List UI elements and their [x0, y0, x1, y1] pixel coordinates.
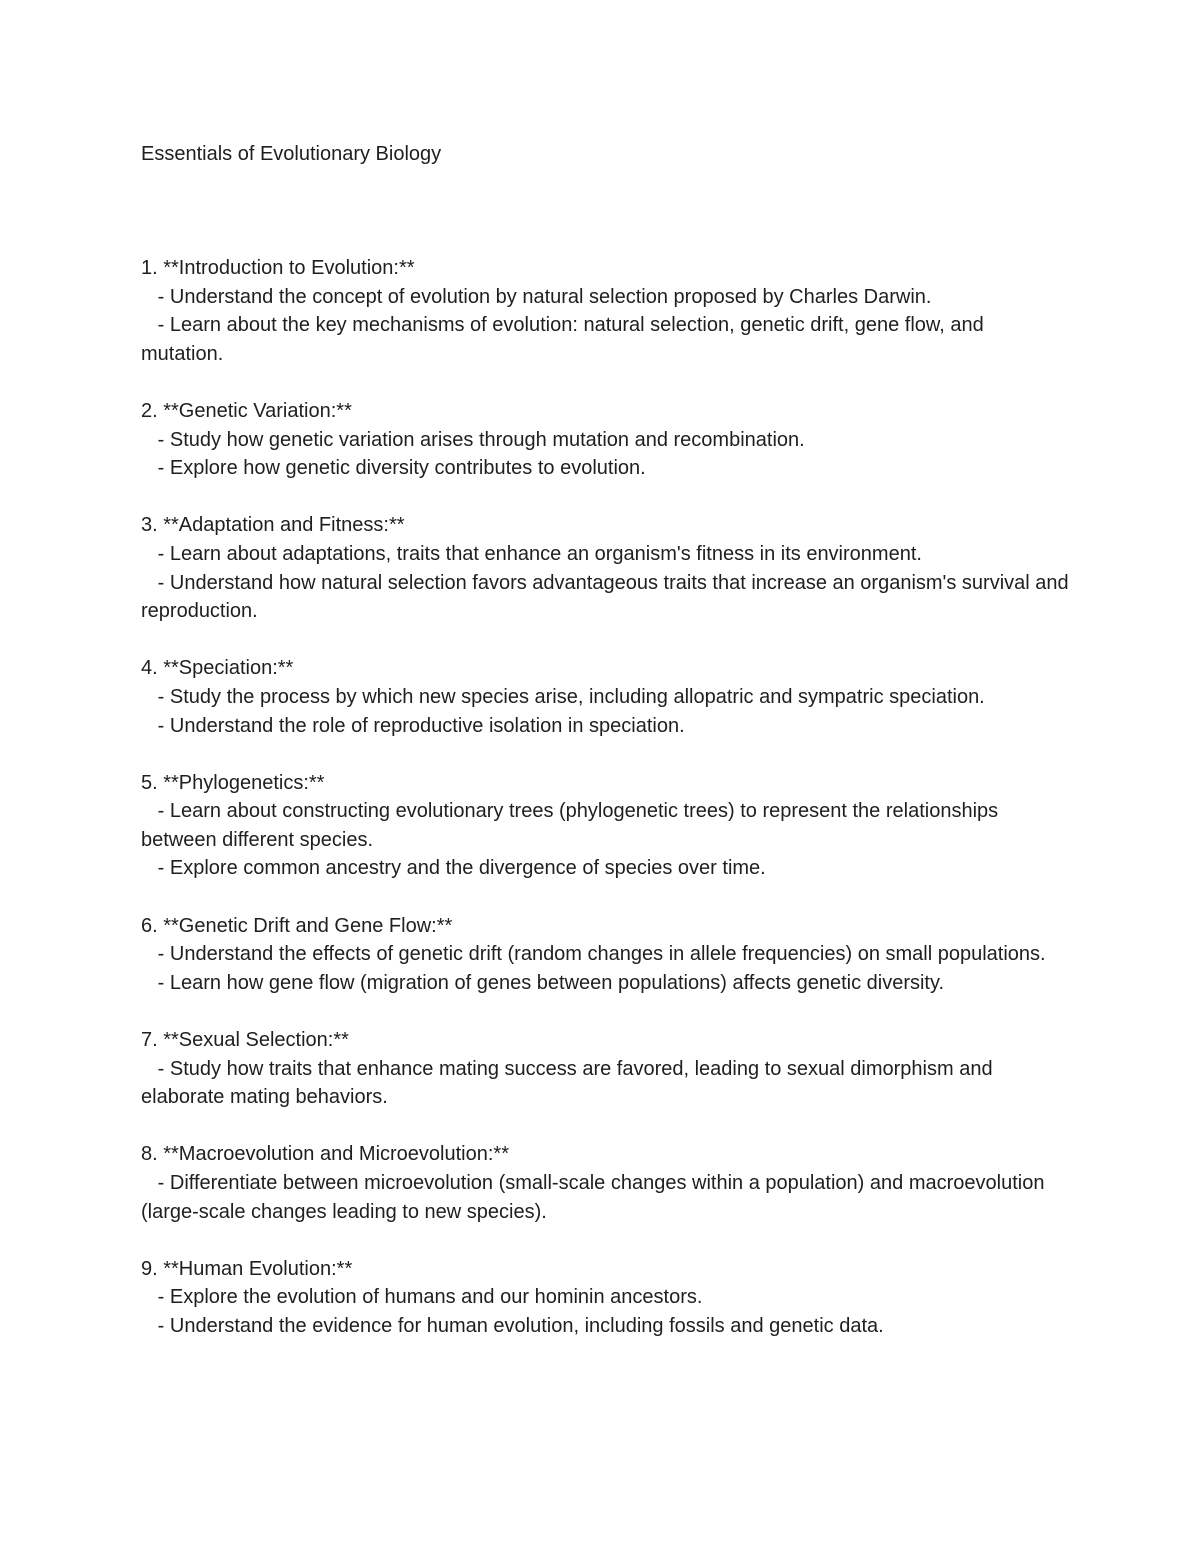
- section-heading: 7. **Sexual Selection:**: [141, 1029, 349, 1052]
- section-heading: 2. **Genetic Variation:**: [141, 399, 352, 422]
- section-macroevolution-and-microevolution: [141, 1140, 1071, 1226]
- bullet-item: - Differentiate between microevolution (small-scale changes within a population) and macroevolution (large-scale changes leading to new species).: [141, 1172, 1051, 1223]
- section-heading: 8. **Macroevolution and Microevolution:**: [141, 1143, 509, 1166]
- section-heading: 5. **Phylogenetics:**: [141, 771, 325, 794]
- section-sexual-selection: [141, 1026, 1071, 1112]
- bullet-item: - Understand the effects of genetic drift (random changes in allele frequencies) on small populations.: [141, 943, 1046, 966]
- bullet-item: - Study the process by which new species arise, including allopatric and sympatric speciation.: [141, 685, 985, 708]
- section-genetic-drift-and-gene-flow: [141, 912, 1071, 998]
- section-heading: 9. **Human Evolution:**: [141, 1257, 353, 1280]
- bullet-item: - Learn how gene flow (migration of genes between populations) affects genetic diversity.: [141, 971, 945, 994]
- bullet-item: - Understand how natural selection favors advantageous traits that increase an organism's survival and reproduction.: [141, 571, 1075, 623]
- section-phylogenetics: [141, 769, 1071, 883]
- bullet-item: - Understand the role of reproductive isolation in speciation.: [141, 714, 685, 737]
- section-heading: 6. **Genetic Drift and Gene Flow:**: [141, 914, 453, 937]
- bullet-item: - Learn about the key mechanisms of evolution: natural selection, genetic drift, gene flow, and mutation.: [141, 314, 990, 365]
- bullet-item: - Understand the evidence for human evolution, including fossils and genetic data.: [141, 1314, 884, 1337]
- section-list: [141, 254, 1075, 1369]
- section-human-evolution: [141, 1255, 1071, 1341]
- section-heading: 1. **Introduction to Evolution:**: [141, 257, 415, 279]
- bullet-item: - Explore the evolution of humans and our hominin ancestors.: [141, 1286, 703, 1309]
- bullet-item: - Learn about constructing evolutionary trees (phylogenetic trees) to represent the relationships between different species.: [141, 800, 1004, 851]
- section-speciation: [141, 654, 1071, 740]
- section-heading: 4. **Speciation:**: [141, 657, 294, 680]
- section-introduction-to-evolution: [141, 254, 1071, 368]
- section-adaptation-and-fitness: [141, 511, 1075, 625]
- document-title: Essentials of Evolutionary Biology: [141, 143, 442, 165]
- bullet-item: - Explore common ancestry and the divergence of species over time.: [141, 857, 766, 880]
- section-genetic-variation: [141, 397, 1071, 483]
- section-heading: 3. **Adaptation and Fitness:**: [141, 514, 405, 537]
- bullet-item: - Study how traits that enhance mating success are favored, leading to sexual dimorphism and elaborate mating behaviors.: [141, 1057, 999, 1109]
- bullet-item: - Learn about adaptations, traits that enhance an organism's fitness in its environment.: [141, 542, 922, 565]
- bullet-item: - Study how genetic variation arises through mutation and recombination.: [141, 428, 805, 451]
- bullet-item: - Understand the concept of evolution by natural selection proposed by Charles Darwin.: [141, 285, 932, 308]
- bullet-item: - Explore how genetic diversity contributes to evolution.: [141, 457, 646, 480]
